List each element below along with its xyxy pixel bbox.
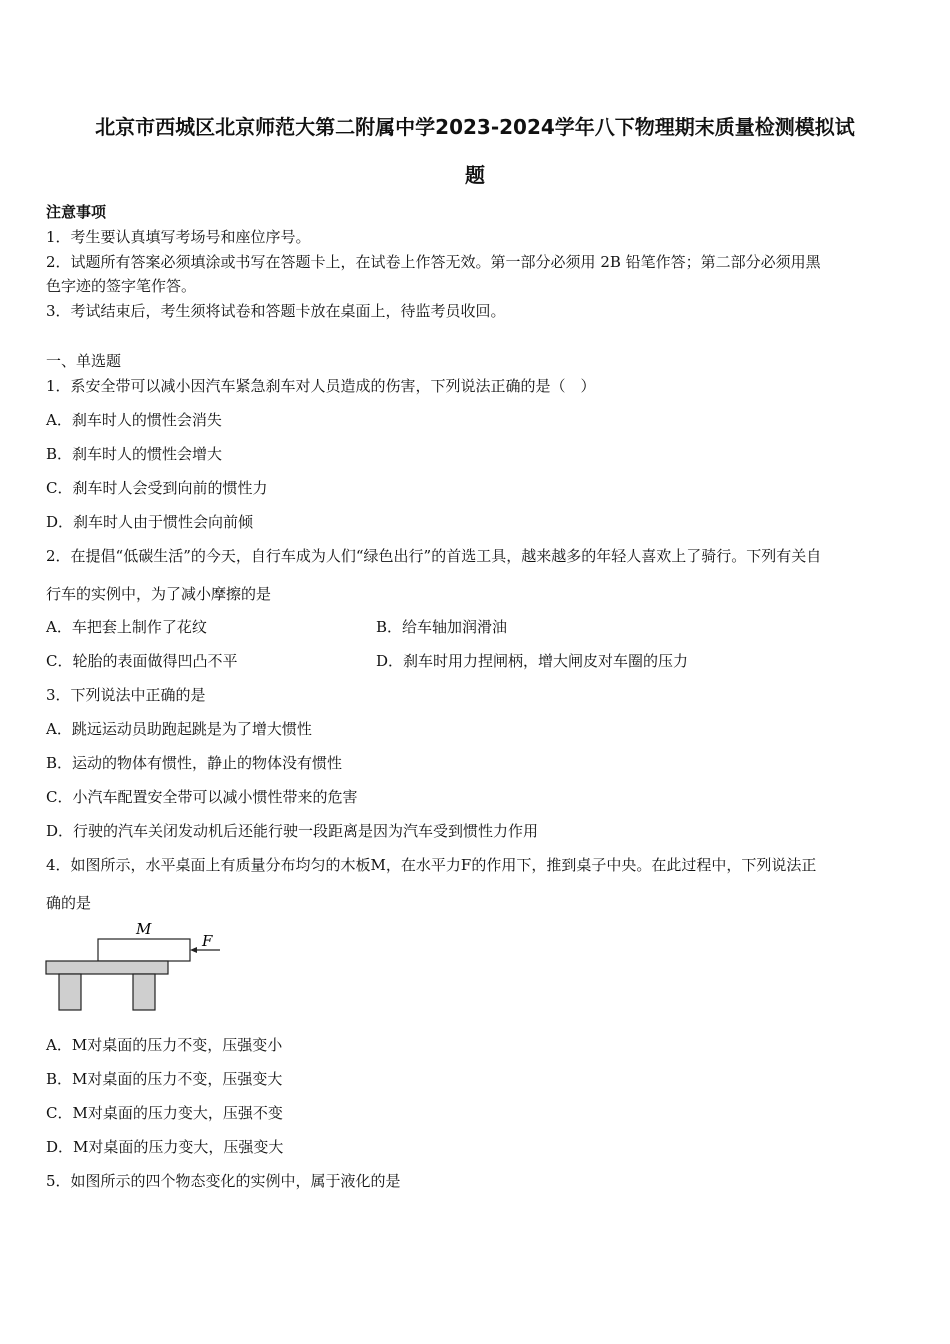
- question-2-option-a: A．车把套上制作了花纹: [46, 618, 207, 636]
- question-4-option-d: D．M对桌面的压力变大，压强变大: [46, 1138, 284, 1156]
- question-1-option-b: B．刹车时人的惯性会增大: [46, 445, 223, 463]
- question-2-option-c: C．轮胎的表面做得凹凸不平: [46, 652, 238, 670]
- note-item: 2．试题所有答案必须填涂或书写在答题卡上，在试卷上作答无效。第一部分必须用 2B 铅笔作答；第二部分必须用黑: [46, 253, 821, 271]
- question-1-option-c: C．刹车时人会受到向前的惯性力: [46, 479, 268, 497]
- note-item: 1．考生要认真填写考场号和座位序号。: [46, 228, 311, 246]
- question-4-option-b: B．M对桌面的压力不变，压强变大: [46, 1070, 283, 1088]
- question-2-stem: 2．在提倡“低碳生活”的今天，自行车成为人们“绿色出行”的首选工具，越来越多的年轻人喜欢上了骑行。下列有关自: [46, 547, 822, 565]
- table-leg: [133, 974, 155, 1010]
- question-1-stem: 1．系安全带可以减小因汽车紧急刹车对人员造成的伤害，下列说法正确的是（ ）: [46, 377, 596, 395]
- notes-heading: 注意事项: [46, 203, 107, 221]
- question-2-option-b: B．给车轴加润滑油: [376, 618, 508, 636]
- question-1-option-d: D．刹车时人由于惯性会向前倾: [46, 513, 254, 531]
- force-label: F: [202, 932, 213, 950]
- question-4-stem: 4．如图所示，水平桌面上有质量分布均匀的木板M，在水平力F的作用下，推到桌子中央。在此过程中，下列说法正: [46, 856, 817, 874]
- question-3-option-b: B．运动的物体有惯性，静止的物体没有惯性: [46, 754, 343, 772]
- page-title-continued: 题: [465, 163, 485, 187]
- force-arrowhead: [190, 947, 197, 953]
- question-3-option-a: A．跳远运动员助跑起跳是为了增大惯性: [46, 720, 312, 738]
- question-4-figure: [44, 918, 234, 1014]
- question-3-option-c: C．小汽车配置安全带可以减小惯性带来的危害: [46, 788, 358, 806]
- question-4-option-a: A．M对桌面的压力不变，压强变小: [46, 1036, 283, 1054]
- note-item-continued: 色字迹的签字笔作答。: [46, 277, 197, 295]
- board-label: M: [136, 920, 152, 938]
- note-item: 3．考试结束后，考生须将试卷和答题卡放在桌面上，待监考员收回。: [46, 302, 506, 320]
- page-title: 北京市西城区北京师范大第二附属中学2023-2024学年八下物理期末质量检测模拟试: [95, 115, 855, 139]
- question-1-option-a: A．刹车时人的惯性会消失: [46, 411, 222, 429]
- question-2-option-d: D．刹车时用力捏闸柄，增大闸皮对车圈的压力: [376, 652, 689, 670]
- board-m: [98, 939, 190, 961]
- section-heading: 一、单选题: [46, 352, 122, 370]
- question-2-stem-continued: 行车的实例中，为了减小摩擦的是: [46, 585, 272, 603]
- table-top: [46, 961, 168, 974]
- question-5-stem: 5．如图所示的四个物态变化的实例中，属于液化的是: [46, 1172, 401, 1190]
- question-3-option-d: D．行驶的汽车关闭发动机后还能行驶一段距离是因为汽车受到惯性力作用: [46, 822, 539, 840]
- question-3-stem: 3．下列说法中正确的是: [46, 686, 206, 704]
- question-4-stem-continued: 确的是: [46, 894, 92, 912]
- question-4-option-c: C．M对桌面的压力变大，压强不变: [46, 1104, 283, 1122]
- table-leg: [59, 974, 81, 1010]
